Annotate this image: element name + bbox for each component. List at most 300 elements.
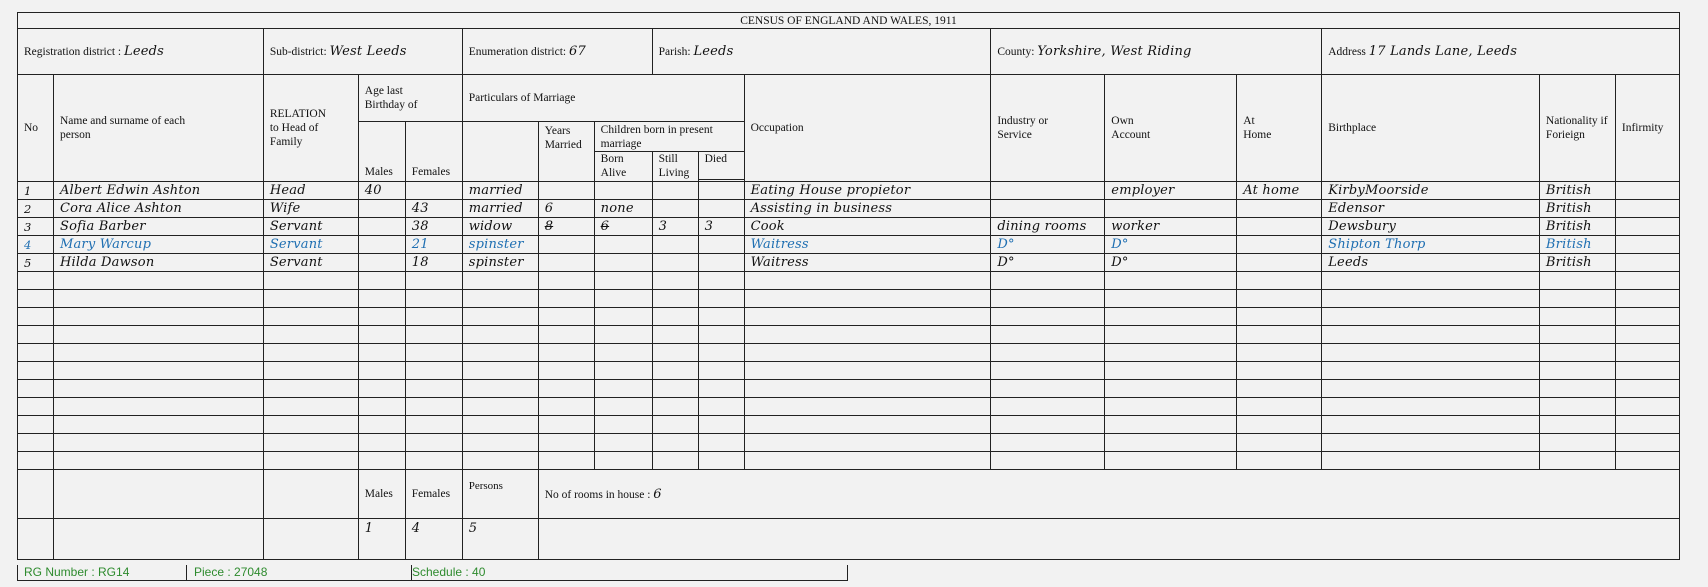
empty-cell	[1322, 434, 1540, 452]
totals-persons-value: 5	[462, 519, 538, 560]
empty-cell	[358, 434, 405, 452]
empty-cell	[1615, 434, 1679, 452]
totals2-blank-rest	[538, 519, 1679, 560]
cell-nationality: British	[1539, 254, 1615, 272]
empty-cell	[1539, 290, 1615, 308]
empty-cell	[1237, 362, 1322, 380]
cell-birthplace: Edensor	[1322, 200, 1540, 218]
cell-male	[358, 254, 405, 272]
empty-cell	[462, 290, 538, 308]
empty-cell	[263, 326, 358, 344]
empty-cell	[1237, 398, 1322, 416]
empty-cell	[53, 362, 263, 380]
empty-cell	[991, 416, 1105, 434]
empty-cell	[991, 398, 1105, 416]
empty-cell	[462, 416, 538, 434]
empty-cell	[53, 344, 263, 362]
empty-cell	[594, 272, 652, 290]
empty-cell	[594, 434, 652, 452]
empty-cell	[991, 380, 1105, 398]
empty-cell	[462, 398, 538, 416]
empty-cell	[698, 362, 744, 380]
empty-cell	[991, 308, 1105, 326]
empty-cell	[18, 326, 54, 344]
empty-cell	[405, 308, 462, 326]
empty-cell	[538, 452, 594, 470]
address: Address 17 Lands Lane, Leeds	[1322, 29, 1680, 75]
cell-industry: dining rooms	[991, 218, 1105, 236]
empty-row	[18, 398, 1680, 416]
cell-name: Albert Edwin Ashton	[53, 182, 263, 200]
cell-living	[652, 200, 698, 218]
empty-cell	[1237, 380, 1322, 398]
empty-cell	[53, 398, 263, 416]
empty-cell	[358, 326, 405, 344]
empty-cell	[698, 434, 744, 452]
empty-cell	[744, 434, 991, 452]
empty-cell	[1322, 398, 1540, 416]
empty-cell	[462, 452, 538, 470]
header-females: Females	[405, 122, 462, 182]
empty-cell	[991, 290, 1105, 308]
totals2-blank-relation	[263, 519, 358, 560]
cell-name: Hilda Dawson	[53, 254, 263, 272]
enumeration-district: Enumeration district: 67	[462, 29, 652, 75]
empty-cell	[53, 380, 263, 398]
empty-cell	[652, 362, 698, 380]
empty-cell	[263, 434, 358, 452]
empty-cell	[358, 380, 405, 398]
empty-cell	[18, 290, 54, 308]
piece-number: Piece : 27048	[194, 565, 268, 579]
empty-row	[18, 416, 1680, 434]
header-no: No	[18, 75, 54, 182]
empty-cell	[1322, 272, 1540, 290]
empty-cell	[652, 434, 698, 452]
cell-own	[1105, 200, 1237, 218]
empty-cell	[18, 398, 54, 416]
empty-cell	[594, 344, 652, 362]
empty-cell	[462, 272, 538, 290]
empty-cell	[744, 452, 991, 470]
header-relation: RELATION to Head of Family	[263, 75, 358, 182]
empty-cell	[263, 362, 358, 380]
empty-cell	[1539, 398, 1615, 416]
empty-cell	[744, 362, 991, 380]
empty-row	[18, 308, 1680, 326]
cell-infirmity	[1615, 200, 1679, 218]
empty-cell	[698, 380, 744, 398]
empty-cell	[652, 380, 698, 398]
header-infirmity: Infirmity	[1615, 75, 1679, 182]
cell-infirmity	[1615, 254, 1679, 272]
header-nationality: Nationality if Forieign	[1539, 75, 1615, 182]
cell-relation: Servant	[263, 236, 358, 254]
empty-cell	[1322, 416, 1540, 434]
empty-cell	[53, 416, 263, 434]
census-title: CENSUS OF ENGLAND AND WALES, 1911	[18, 13, 1680, 29]
cell-relation: Wife	[263, 200, 358, 218]
empty-cell	[698, 452, 744, 470]
empty-cell	[698, 344, 744, 362]
empty-cell	[53, 326, 263, 344]
empty-cell	[594, 416, 652, 434]
empty-cell	[405, 272, 462, 290]
cell-relation: Head	[263, 182, 358, 200]
empty-cell	[405, 398, 462, 416]
cell-occupation: Eating House propietor	[744, 182, 991, 200]
empty-cell	[1615, 308, 1679, 326]
empty-cell	[698, 398, 744, 416]
cell-years	[538, 182, 594, 200]
empty-cell	[405, 344, 462, 362]
empty-cell	[358, 272, 405, 290]
empty-cell	[1237, 272, 1322, 290]
cell-living	[652, 182, 698, 200]
empty-cell	[405, 434, 462, 452]
header-own-account: Own Account	[1105, 75, 1237, 182]
empty-cell	[1615, 416, 1679, 434]
header-died: Died	[698, 152, 744, 180]
header-years-married: Years Married	[538, 122, 594, 182]
empty-cell	[1539, 326, 1615, 344]
cell-female: 43	[405, 200, 462, 218]
empty-cell	[462, 434, 538, 452]
empty-cell	[698, 416, 744, 434]
empty-cell	[405, 452, 462, 470]
empty-cell	[744, 290, 991, 308]
cell-home	[1237, 236, 1322, 254]
empty-cell	[358, 290, 405, 308]
cell-marital: spinster	[462, 236, 538, 254]
empty-cell	[1237, 326, 1322, 344]
totals-blank-name	[53, 470, 263, 519]
empty-cell	[358, 452, 405, 470]
cell-name: Cora Alice Ashton	[53, 200, 263, 218]
empty-cell	[1105, 452, 1237, 470]
empty-cell	[698, 326, 744, 344]
empty-cell	[594, 398, 652, 416]
cell-name: Sofia Barber	[53, 218, 263, 236]
cell-home	[1237, 200, 1322, 218]
empty-cell	[652, 326, 698, 344]
cell-infirmity	[1615, 182, 1679, 200]
empty-cell	[698, 290, 744, 308]
empty-cell	[1237, 434, 1322, 452]
cell-died	[698, 236, 744, 254]
header-marriage-blank	[462, 122, 538, 182]
cell-no: 1	[18, 182, 54, 200]
empty-cell	[462, 380, 538, 398]
cell-no: 3	[18, 218, 54, 236]
header-males: Males	[358, 122, 405, 182]
empty-cell	[358, 308, 405, 326]
empty-cell	[744, 344, 991, 362]
empty-cell	[263, 380, 358, 398]
header-at-home: At Home	[1237, 75, 1322, 182]
empty-row	[18, 452, 1680, 470]
empty-cell	[1539, 434, 1615, 452]
empty-cell	[1539, 380, 1615, 398]
footer-divider	[186, 565, 187, 580]
empty-cell	[594, 380, 652, 398]
empty-cell	[538, 272, 594, 290]
header-born-alive: Born Alive	[594, 152, 652, 182]
empty-cell	[1105, 290, 1237, 308]
cell-years	[538, 236, 594, 254]
empty-cell	[1615, 326, 1679, 344]
cell-industry: D°	[991, 254, 1105, 272]
cell-marital: married	[462, 182, 538, 200]
empty-cell	[1322, 308, 1540, 326]
empty-cell	[462, 326, 538, 344]
cell-female: 21	[405, 236, 462, 254]
empty-cell	[1615, 398, 1679, 416]
header-birthplace: Birthplace	[1322, 75, 1540, 182]
empty-cell	[263, 344, 358, 362]
empty-cell	[1105, 434, 1237, 452]
empty-cell	[18, 362, 54, 380]
empty-row	[18, 380, 1680, 398]
cell-died: 3	[698, 218, 744, 236]
totals2-blank-no	[18, 519, 54, 560]
empty-cell	[1237, 290, 1322, 308]
empty-cell	[1105, 362, 1237, 380]
empty-cell	[538, 290, 594, 308]
empty-row	[18, 326, 1680, 344]
cell-marital: spinster	[462, 254, 538, 272]
table-row	[18, 182, 1680, 200]
empty-cell	[991, 452, 1105, 470]
empty-cell	[1615, 380, 1679, 398]
header-occupation: Occupation	[744, 75, 991, 182]
empty-cell	[1105, 416, 1237, 434]
registration-district: Registration district : Leeds	[18, 29, 264, 75]
cell-born: none	[594, 200, 652, 218]
empty-row	[18, 344, 1680, 362]
cell-home	[1237, 218, 1322, 236]
cell-nationality: British	[1539, 218, 1615, 236]
cell-years	[538, 254, 594, 272]
cell-occupation: Waitress	[744, 254, 991, 272]
empty-cell	[462, 344, 538, 362]
empty-cell	[1237, 308, 1322, 326]
empty-cell	[1105, 398, 1237, 416]
cell-no: 5	[18, 254, 54, 272]
empty-cell	[744, 272, 991, 290]
empty-row	[18, 434, 1680, 452]
empty-cell	[538, 362, 594, 380]
cell-born	[594, 236, 652, 254]
cell-own: employer	[1105, 182, 1237, 200]
cell-birthplace: KirbyMoorside	[1322, 182, 1540, 200]
empty-cell	[1322, 344, 1540, 362]
empty-cell	[358, 344, 405, 362]
cell-own: D°	[1105, 254, 1237, 272]
cell-home: At home	[1237, 182, 1322, 200]
totals-females-label: Females	[405, 470, 462, 519]
county: County: Yorkshire, West Riding	[991, 29, 1322, 75]
empty-cell	[1322, 452, 1540, 470]
empty-cell	[1322, 326, 1540, 344]
empty-cell	[358, 416, 405, 434]
empty-cell	[1539, 362, 1615, 380]
empty-cell	[53, 272, 263, 290]
cell-home	[1237, 254, 1322, 272]
empty-cell	[698, 308, 744, 326]
empty-cell	[652, 290, 698, 308]
empty-cell	[698, 272, 744, 290]
empty-cell	[538, 308, 594, 326]
cell-birthplace: Shipton Thorp	[1322, 236, 1540, 254]
empty-cell	[1539, 344, 1615, 362]
empty-cell	[652, 398, 698, 416]
cell-no: 4	[18, 236, 54, 254]
cell-occupation: Assisting in business	[744, 200, 991, 218]
empty-cell	[744, 308, 991, 326]
schedule-number: Schedule : 40	[412, 565, 486, 579]
empty-cell	[538, 434, 594, 452]
cell-male	[358, 218, 405, 236]
empty-cell	[538, 380, 594, 398]
empty-cell	[1539, 272, 1615, 290]
empty-cell	[744, 380, 991, 398]
empty-cell	[1539, 308, 1615, 326]
empty-cell	[1615, 272, 1679, 290]
empty-cell	[538, 398, 594, 416]
cell-male	[358, 236, 405, 254]
cell-died	[698, 200, 744, 218]
header-age: Age last Birthday of	[358, 75, 462, 122]
empty-cell	[263, 452, 358, 470]
empty-cell	[1105, 344, 1237, 362]
cell-nationality: British	[1539, 182, 1615, 200]
cell-birthplace: Dewsbury	[1322, 218, 1540, 236]
header-industry: Industry or Service	[991, 75, 1105, 182]
empty-cell	[594, 308, 652, 326]
empty-cell	[1539, 452, 1615, 470]
cell-birthplace: Leeds	[1322, 254, 1540, 272]
totals-males-value: 1	[358, 519, 405, 560]
empty-cell	[538, 326, 594, 344]
cell-living	[652, 236, 698, 254]
cell-living: 3	[652, 218, 698, 236]
empty-row	[18, 290, 1680, 308]
empty-cell	[594, 326, 652, 344]
sub-district: Sub-district: West Leeds	[263, 29, 462, 75]
cell-born	[594, 254, 652, 272]
cell-own: worker	[1105, 218, 1237, 236]
empty-cell	[1322, 290, 1540, 308]
empty-cell	[1237, 452, 1322, 470]
empty-cell	[1615, 290, 1679, 308]
empty-cell	[1105, 308, 1237, 326]
empty-cell	[1105, 272, 1237, 290]
empty-cell	[991, 272, 1105, 290]
totals2-blank-name	[53, 519, 263, 560]
empty-cell	[405, 380, 462, 398]
empty-cell	[18, 380, 54, 398]
empty-cell	[652, 452, 698, 470]
empty-cell	[991, 326, 1105, 344]
cell-years: 8	[538, 218, 594, 236]
cell-industry: D°	[991, 236, 1105, 254]
cell-born: 6	[594, 218, 652, 236]
cell-occupation: Waitress	[744, 236, 991, 254]
empty-cell	[358, 362, 405, 380]
empty-cell	[1105, 326, 1237, 344]
empty-cell	[1237, 416, 1322, 434]
cell-living	[652, 254, 698, 272]
empty-cell	[18, 344, 54, 362]
empty-cell	[358, 398, 405, 416]
totals-males-label: Males	[358, 470, 405, 519]
empty-cell	[652, 308, 698, 326]
cell-infirmity	[1615, 236, 1679, 254]
empty-cell	[18, 272, 54, 290]
empty-cell	[652, 272, 698, 290]
empty-cell	[18, 308, 54, 326]
empty-cell	[991, 344, 1105, 362]
census-sheet	[17, 12, 1680, 560]
cell-own: D°	[1105, 236, 1237, 254]
reference-footer	[17, 565, 848, 581]
empty-cell	[1615, 452, 1679, 470]
empty-cell	[263, 308, 358, 326]
header-marriage: Particulars of Marriage	[462, 75, 744, 122]
empty-cell	[405, 326, 462, 344]
totals-persons-label: Persons	[462, 470, 538, 519]
totals-blank-no	[18, 470, 54, 519]
cell-years: 6	[538, 200, 594, 218]
empty-cell	[18, 434, 54, 452]
empty-cell	[53, 290, 263, 308]
table-row	[18, 236, 1680, 254]
table-row	[18, 200, 1680, 218]
cell-born	[594, 182, 652, 200]
empty-cell	[1322, 380, 1540, 398]
empty-cell	[462, 308, 538, 326]
empty-cell	[594, 362, 652, 380]
empty-cell	[1105, 380, 1237, 398]
empty-cell	[744, 416, 991, 434]
cell-nationality: British	[1539, 236, 1615, 254]
cell-female: 18	[405, 254, 462, 272]
cell-died	[698, 182, 744, 200]
cell-industry	[991, 200, 1105, 218]
cell-male	[358, 200, 405, 218]
empty-cell	[1615, 362, 1679, 380]
totals-females-value: 4	[405, 519, 462, 560]
empty-cell	[1539, 416, 1615, 434]
empty-cell	[652, 416, 698, 434]
cell-female	[405, 182, 462, 200]
empty-cell	[1615, 344, 1679, 362]
empty-row	[18, 272, 1680, 290]
census-table	[17, 12, 1680, 560]
empty-row	[18, 362, 1680, 380]
empty-cell	[263, 416, 358, 434]
empty-cell	[18, 452, 54, 470]
empty-cell	[462, 362, 538, 380]
header-still-living: Still Living	[652, 152, 698, 182]
empty-cell	[405, 416, 462, 434]
cell-occupation: Cook	[744, 218, 991, 236]
cell-relation: Servant	[263, 254, 358, 272]
empty-cell	[18, 416, 54, 434]
rooms-in-house: No of rooms in house : 6	[538, 470, 1679, 519]
cell-female: 38	[405, 218, 462, 236]
